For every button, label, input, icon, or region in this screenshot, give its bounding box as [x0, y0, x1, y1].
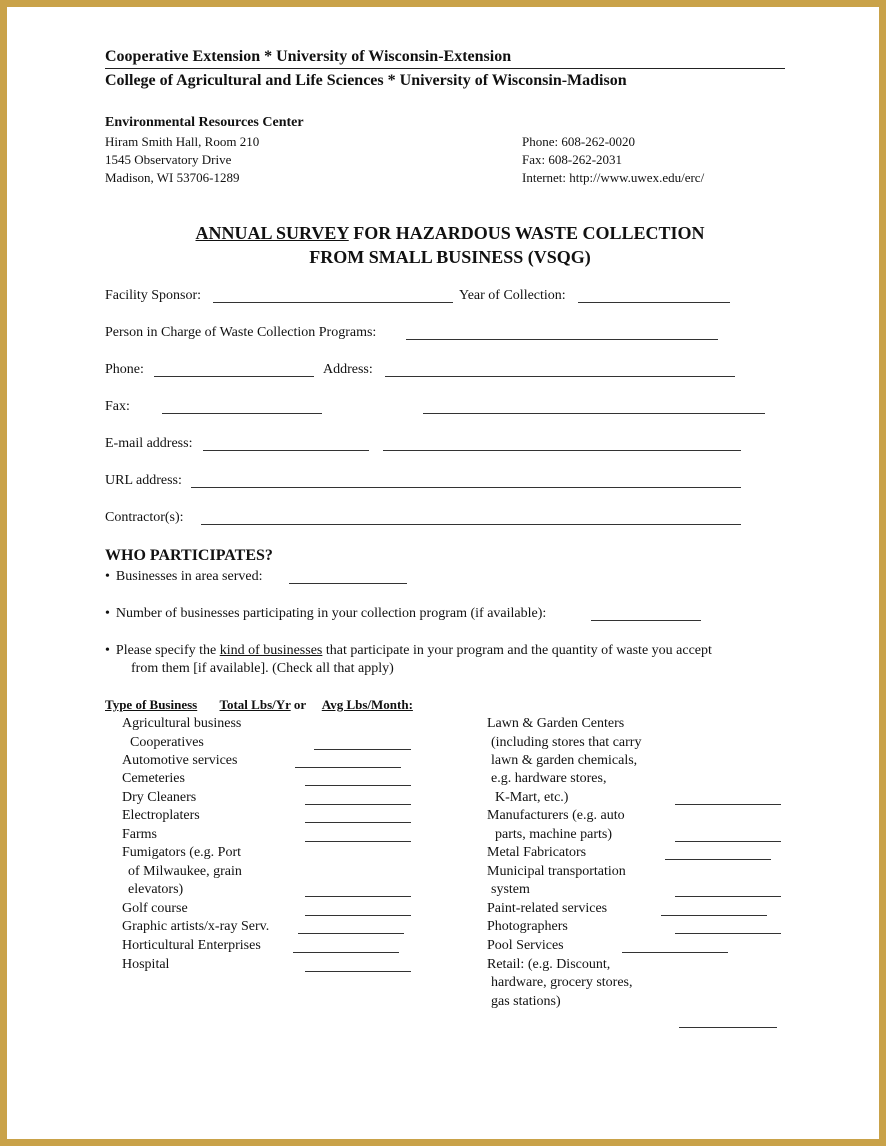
qty-field-fumigators[interactable]: [305, 896, 411, 897]
list-item: (including stores that carry: [491, 735, 642, 750]
phone-field[interactable]: [154, 376, 314, 377]
center-address-1: Hiram Smith Hall, Room 210: [105, 134, 260, 149]
list-item: Municipal transportation: [487, 864, 626, 879]
qty-field-metal-fabricators[interactable]: [665, 859, 771, 860]
list-item: Hospital: [122, 957, 170, 972]
kind-underlined: kind of businesses: [219, 643, 323, 658]
list-item: Electroplaters: [122, 808, 200, 823]
address-label: Address:: [323, 362, 373, 377]
bullet-number-participating: [105, 606, 546, 622]
number-participating-label: Number of businesses participating in your collection program (if available):: [115, 606, 547, 621]
list-item: Metal Fabricators: [487, 845, 587, 860]
address-field-line-2[interactable]: [423, 413, 765, 414]
col-avg-lbs: Avg Lbs/Month:: [321, 697, 413, 712]
qty-field-graphic-artists[interactable]: [298, 933, 404, 934]
contractors-label: Contractor(s):: [105, 510, 184, 525]
center-phone: Phone: 608-262-0020: [522, 134, 636, 149]
qty-field-automotive[interactable]: [295, 767, 401, 768]
qty-field-electroplaters[interactable]: [305, 822, 411, 823]
url-field[interactable]: [191, 487, 741, 488]
header-line-2: College of Agricultural and Life Sciences * University of Wisconsin-Madison: [105, 72, 627, 89]
qty-field-lawn-garden[interactable]: [675, 804, 781, 805]
list-item: elevators): [128, 882, 184, 897]
qty-field-cooperatives[interactable]: [314, 749, 411, 750]
list-item: Lawn & Garden Centers: [487, 716, 625, 731]
kind-pre: Please specify the: [115, 643, 220, 658]
url-label: URL address:: [105, 473, 182, 488]
list-item: Automotive services: [122, 753, 238, 768]
address-field-line-3[interactable]: [383, 450, 741, 451]
person-in-charge-label: Person in Charge of Waste Collection Programs:: [105, 325, 377, 340]
contractors-field[interactable]: [201, 524, 741, 525]
survey-title: [7, 223, 886, 244]
qty-field-dry-cleaners[interactable]: [305, 804, 411, 805]
list-item: parts, machine parts): [495, 827, 613, 842]
col-type-of-business: Type of Business: [105, 697, 198, 712]
facility-sponsor-label: Facility Sponsor:: [105, 288, 202, 303]
center-address-3: Madison, WI 53706-1289: [105, 170, 240, 185]
list-item: lawn & garden chemicals,: [491, 753, 638, 768]
list-item: Farms: [122, 827, 157, 842]
header-line-1: Cooperative Extension * University of Wisconsin-Extension: [105, 48, 512, 65]
center-internet: Internet: http://www.uwex.edu/erc/: [522, 170, 705, 185]
list-item: Golf course: [122, 901, 188, 916]
who-participates-heading: WHO PARTICIPATES?: [105, 547, 273, 564]
qty-field-pool-services[interactable]: [622, 952, 728, 953]
list-item: e.g. hardware stores,: [491, 771, 607, 786]
qty-field-manufacturers[interactable]: [675, 841, 781, 842]
year-field[interactable]: [578, 302, 730, 303]
list-item: of Milwaukee, grain: [128, 864, 242, 879]
qty-field-retail[interactable]: [679, 1027, 777, 1028]
qty-field-paint[interactable]: [661, 915, 767, 916]
qty-field-hospital[interactable]: [305, 971, 411, 972]
businesses-served-label: Businesses in area served:: [115, 569, 263, 584]
list-item: gas stations): [491, 994, 561, 1009]
businesses-served-field[interactable]: [289, 583, 407, 584]
number-participating-field[interactable]: [591, 620, 701, 621]
list-item: Cooperatives: [130, 735, 204, 750]
email-field[interactable]: [203, 450, 369, 451]
bullet-businesses-served: [105, 569, 262, 585]
email-label: E-mail address:: [105, 436, 193, 451]
survey-subtitle: FROM SMALL BUSINESS (VSQG): [309, 247, 591, 267]
title-part-1: ANNUAL SURVEY: [195, 223, 349, 243]
address-field[interactable]: [385, 376, 735, 377]
list-item: Photographers: [487, 919, 568, 934]
fax-field[interactable]: [162, 413, 322, 414]
list-item: system: [491, 882, 530, 897]
bullet-kind-of-businesses: [105, 643, 712, 659]
list-item: Graphic artists/x-ray Serv.: [122, 919, 270, 934]
title-part-2: FOR HAZARDOUS WASTE COLLECTION: [348, 223, 705, 243]
list-item: Cemeteries: [122, 771, 185, 786]
list-item: Horticultural Enterprises: [122, 938, 261, 953]
list-item: Fumigators (e.g. Port: [122, 845, 241, 860]
list-item: Manufacturers (e.g. auto: [487, 808, 625, 823]
kind-post: that participate in your program and the quantity of waste you accept: [322, 643, 712, 658]
center-name: Environmental Resources Center: [105, 115, 304, 130]
list-item: K-Mart, etc.): [495, 790, 569, 805]
phone-label: Phone:: [105, 362, 144, 377]
person-in-charge-field[interactable]: [406, 339, 718, 340]
fax-label: Fax:: [105, 399, 130, 414]
year-label: Year of Collection:: [459, 288, 566, 303]
col-or: or: [290, 697, 310, 712]
table-header: [105, 697, 413, 713]
col-total-lbs: Total Lbs/Yr: [219, 697, 291, 712]
qty-field-municipal[interactable]: [675, 896, 781, 897]
qty-field-horticultural[interactable]: [293, 952, 399, 953]
facility-sponsor-field[interactable]: [213, 302, 453, 303]
kind-line-2: from them [if available]. (Check all that apply): [131, 661, 394, 676]
list-item: hardware, grocery stores,: [491, 975, 633, 990]
center-fax: Fax: 608-262-2031: [522, 152, 623, 167]
list-item: Pool Services: [487, 938, 564, 953]
header-rule: [105, 68, 785, 69]
qty-field-photographers[interactable]: [675, 933, 781, 934]
center-address-2: 1545 Observatory Drive: [105, 152, 232, 167]
list-item: Retail: (e.g. Discount,: [487, 957, 611, 972]
list-item: Agricultural business: [122, 716, 242, 731]
list-item: Paint-related services: [487, 901, 608, 916]
qty-field-golf-course[interactable]: [305, 915, 411, 916]
qty-field-farms[interactable]: [305, 841, 411, 842]
list-item: Dry Cleaners: [122, 790, 197, 805]
qty-field-cemeteries[interactable]: [305, 785, 411, 786]
